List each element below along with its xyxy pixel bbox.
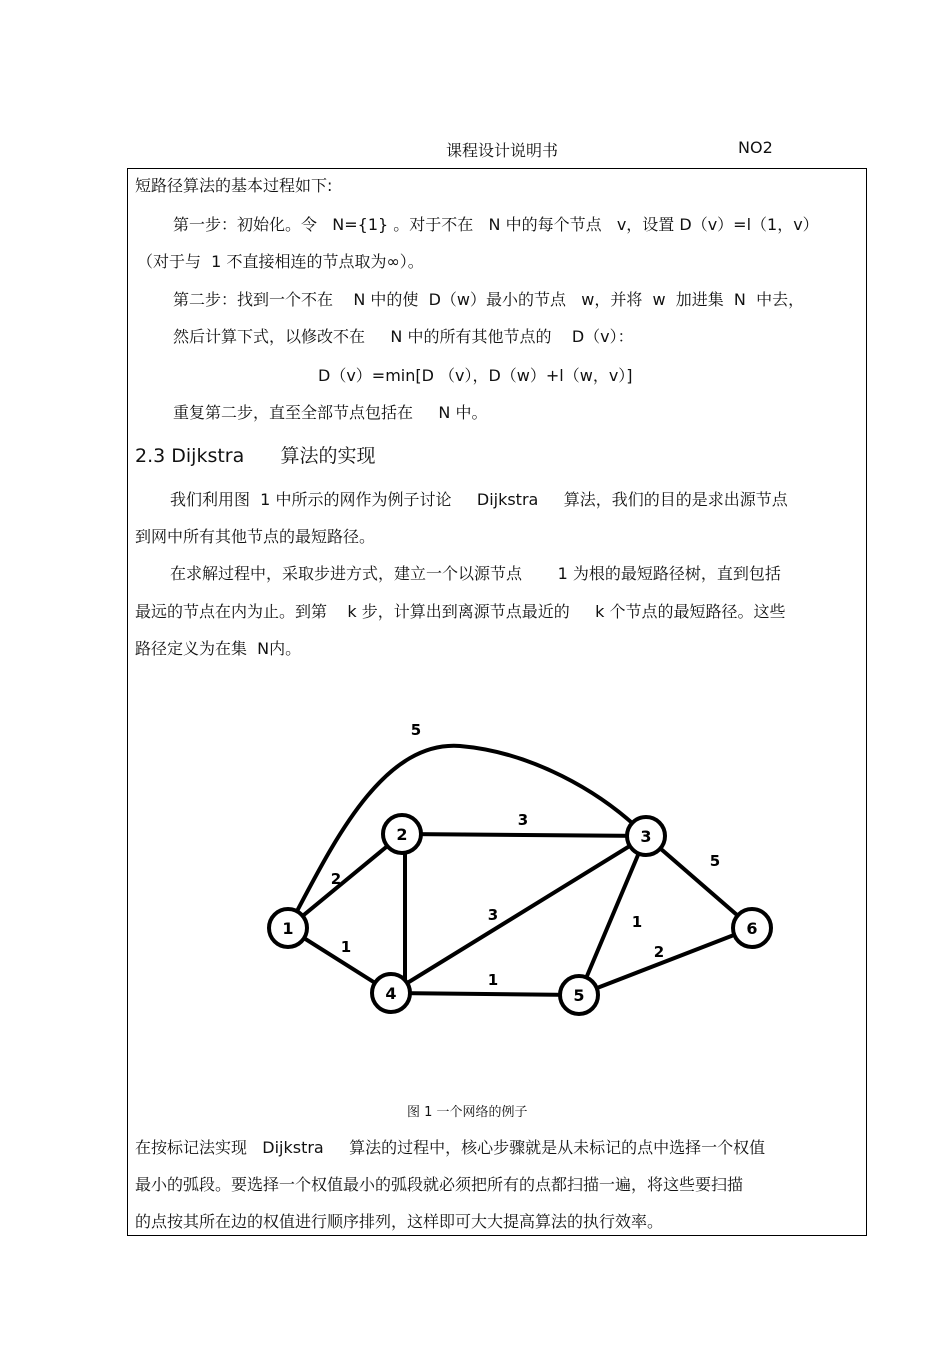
paragraph-marking: 在按标记法实现 Dijkstra 算法的过程中，核心步骤就是从未标记的点中选择一个权值 [135, 1138, 766, 1157]
edge-1-2 [288, 834, 402, 928]
paragraph-step2-cont: 然后计算下式，以修改不在 N 中的所有其他节点的 D（v）： [173, 327, 634, 346]
edge-4-3 [391, 836, 646, 993]
node-label: 3 [640, 827, 652, 846]
paragraph-step2: 第二步：找到一个不在 N 中的使 D（w）最小的节点 w，并将 w 加进集 N 中去， [173, 290, 805, 309]
node-label: 5 [573, 986, 585, 1005]
paragraph-marking-end: 的点按其所在边的权值进行顺序排列，这样即可大大提高算法的执行效率。 [135, 1212, 664, 1231]
edge-weight: 3 [487, 906, 499, 924]
paragraph-marking-cont: 最小的弧段。要选择一个权值最小的弧段就必须把所有的点都扫描一遍，将这些要扫描 [135, 1175, 744, 1194]
paragraph-example-cont: 到网中所有其他节点的最短路径。 [135, 527, 376, 546]
edge-weight: 1 [340, 938, 352, 956]
paragraph-step1-note: （对于与 1 不直接相连的节点取为∞）。 [137, 252, 424, 271]
edge-weight: 1 [487, 971, 499, 989]
node-label: 6 [746, 919, 758, 938]
paragraph-example: 我们利用图 1 中所示的网作为例子讨论 Dijkstra 算法，我们的目的是求出源节点 [170, 490, 788, 509]
section-title: 2.3 Dijkstra 算法的实现 [135, 445, 376, 467]
edge-weight: 2 [653, 943, 665, 961]
edge-weight: 1 [631, 913, 643, 931]
paragraph-process-end: 路径定义为在集 N内。 [135, 639, 302, 658]
node-label: 4 [385, 984, 397, 1003]
edge-3-6 [646, 836, 752, 928]
edge-weight: 2 [330, 870, 342, 888]
edge-4-5 [391, 993, 579, 995]
paragraph-step1: 第一步：初始化。令 N={1} 。对于不在 N 中的每个节点 v，设置 D（v）=l（1，v） [173, 215, 819, 234]
edge-weight: 5 [410, 721, 422, 739]
figure-caption: 图 1 一个网络的例子 [407, 1105, 528, 1120]
paragraph-intro: 短路径算法的基本过程如下: [135, 176, 333, 195]
edge-2-3 [402, 834, 646, 836]
paragraph-repeat: 重复第二步，直至全部节点包括在 N 中。 [173, 403, 488, 422]
header-title: 课程设计说明书 [446, 141, 559, 160]
node-label: 1 [282, 919, 294, 938]
formula: D（v）=min[D （v），D（w）+l（w，v）] [318, 366, 633, 385]
page-number: NO2 [738, 138, 773, 157]
edge-weight: 5 [709, 852, 721, 870]
edge-weight: 3 [517, 811, 529, 829]
paragraph-process-cont: 最远的节点在内为止。到第 k 步，计算出到离源节点最近的 k 个节点的最短路径。这些 [135, 602, 786, 621]
paragraph-process: 在求解过程中，采取步进方式，建立一个以源节点 1 为根的最短路径树，直到包括 [170, 564, 781, 583]
node-label: 2 [396, 825, 408, 844]
